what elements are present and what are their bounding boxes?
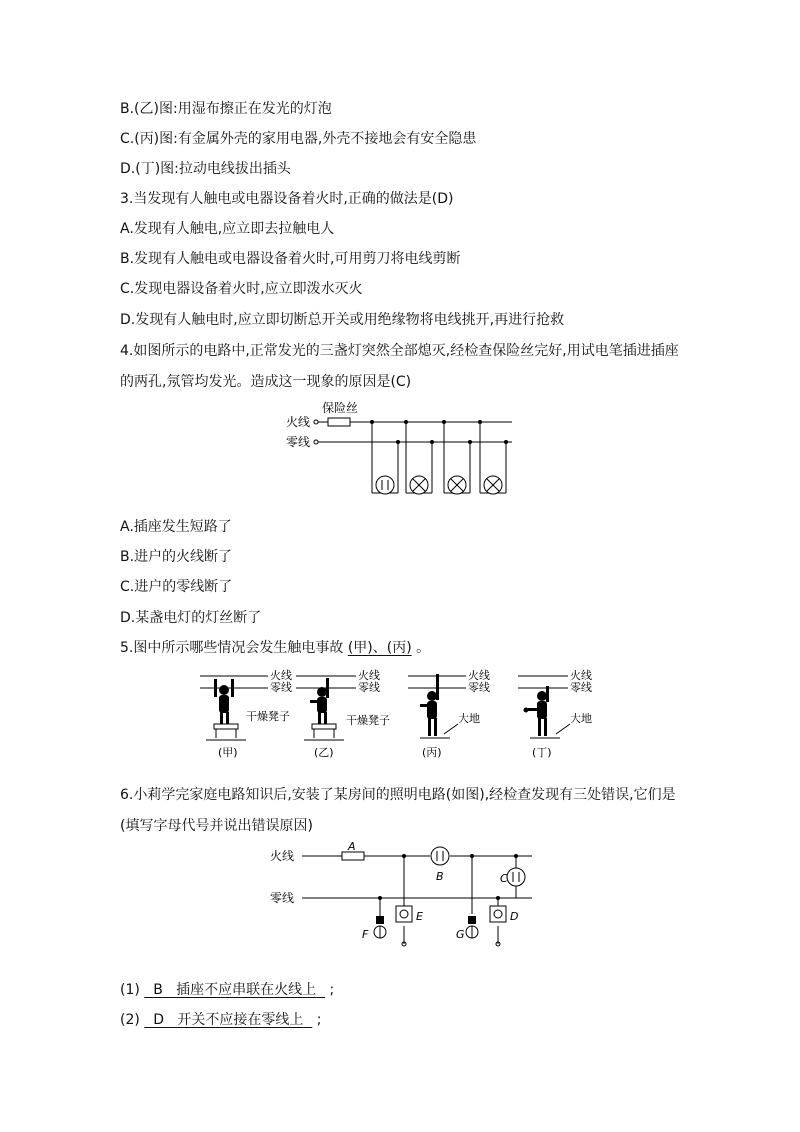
- q5-answer: (甲)、(丙): [347, 640, 412, 656]
- bulb-f-icon: [374, 916, 386, 938]
- option-b-line: B.(乙)图:用湿布擦正在发光的灯泡: [120, 101, 332, 117]
- fig5-neutral-d: 零线: [570, 681, 592, 694]
- fig5-live-b: 火线: [358, 669, 380, 682]
- answer-1-fill: [144, 982, 325, 998]
- fig6-label-e: E: [416, 910, 423, 923]
- q4-option-c: C.进户的零线断了: [120, 579, 233, 595]
- switch-e-icon: [396, 906, 412, 922]
- answer-1-num: (1): [120, 982, 140, 998]
- fig5-neutral-a: 零线: [270, 681, 292, 694]
- answer-1-letter: B: [153, 982, 163, 998]
- fig5-stool-b: 干燥凳子: [346, 714, 390, 727]
- fig5-live-d: 火线: [570, 669, 592, 682]
- fig6-live-label: 火线: [270, 849, 295, 863]
- fig5-live-c: 火线: [468, 669, 490, 682]
- socket-b-icon: [431, 847, 449, 865]
- fig5-stool-a: 干燥凳子: [246, 710, 290, 723]
- answer-1: [120, 981, 334, 999]
- person-icon: [528, 686, 549, 736]
- fig5-ground-c: 大地: [458, 712, 480, 725]
- fig4-fuse-label: 保险丝: [322, 401, 359, 415]
- answer-1-end: ;: [329, 982, 335, 998]
- q6-lighting-circuit: [270, 840, 540, 955]
- fig5-caption-3: (丙): [422, 746, 442, 759]
- fig5-neutral-b: 零线: [358, 681, 380, 694]
- q4-circuit-diagram: [282, 398, 522, 502]
- answer-2: [120, 1011, 321, 1029]
- question-4-line2: 的两孔,氖管均发光。造成这一现象的原因是(C): [120, 374, 412, 390]
- fig4-live-label: 火线: [286, 415, 311, 429]
- answer-2-letter: D: [153, 1012, 164, 1028]
- q5-suffix: 。: [416, 640, 431, 656]
- q5-prefix: 5.图中所示哪些情况会发生触电事故: [120, 640, 344, 656]
- fig5-neutral-c: 零线: [468, 681, 490, 694]
- fig6-label-g: G: [456, 928, 465, 941]
- answer-2-num: (2): [120, 1012, 140, 1028]
- fig6-label-b: B: [436, 870, 444, 883]
- stool-icon: [312, 724, 336, 729]
- fuse-a-symbol: [342, 852, 364, 860]
- question-3: 3.当发现有人触电或电器设备着火时,正确的做法是(D): [120, 191, 454, 207]
- answer-1-text: 插座不应串联在火线上: [176, 982, 317, 998]
- option-c-line: C.(丙)图:有金属外壳的家用电器,外壳不接地会有安全隐患: [120, 131, 477, 147]
- answer-2-fill: [144, 1012, 312, 1028]
- q3-option-a: A.发现有人触电,应立即去拉触电人: [120, 221, 335, 237]
- fig6-neutral-label: 零线: [270, 891, 295, 905]
- fig5-caption-1: (甲): [218, 746, 238, 759]
- person-icon: [310, 678, 329, 724]
- question-6-line1: 6.小莉学完家庭电路知识后,安装了某房间的照明电路(如图),经检查发现有三处错误,它们是: [120, 787, 676, 803]
- fig6-label-d: D: [510, 910, 519, 923]
- person-icon: [420, 674, 439, 736]
- fig5-live-a: 火线: [270, 669, 292, 682]
- q4-option-b: B.进户的火线断了: [120, 549, 233, 565]
- q5-shock-scenarios: [196, 662, 616, 762]
- fig6-label-a: A: [348, 840, 356, 853]
- switch-d-icon: [490, 906, 506, 922]
- fig5-caption-2: (乙): [314, 746, 334, 759]
- q3-option-c: C.发现电器设备着火时,应立即泼水灭火: [120, 281, 363, 297]
- q3-option-d: D.发现有人触电时,应立即切断总开关或用绝缘物将电线挑开,再进行抢救: [120, 312, 565, 328]
- question-4-line1: 4.如图所示的电路中,正常发光的三盏灯突然全部熄灭,经检查保险丝完好,用试电笔插进插座: [120, 343, 679, 359]
- fuse-symbol: [328, 418, 350, 426]
- fig6-label-c: C: [500, 872, 508, 885]
- answer-2-end: ;: [316, 1012, 322, 1028]
- question-5: [120, 639, 430, 657]
- lamp-icon: [448, 476, 466, 494]
- answer-2-text: 开关不应接在零线上: [177, 1012, 304, 1028]
- socket-c-icon: [507, 868, 525, 886]
- stool-icon: [214, 724, 238, 729]
- lamp-icon: [484, 476, 502, 494]
- option-d-line: D.(丁)图:拉动电线拔出插头: [120, 161, 291, 177]
- socket-symbol: [376, 476, 394, 494]
- lamp-icon: [410, 476, 428, 494]
- q4-option-a: A.插座发生短路了: [120, 519, 232, 535]
- fig5-ground-d: 大地: [570, 712, 592, 725]
- bulb-g-icon: [466, 916, 478, 938]
- fig5-caption-4: (丁): [532, 746, 552, 759]
- fig4-neutral-label: 零线: [286, 435, 311, 449]
- fig6-label-f: F: [362, 928, 369, 941]
- q4-option-d: D.某盏电灯的灯丝断了: [120, 610, 262, 626]
- person-icon: [214, 679, 234, 724]
- question-6-line2: (填写字母代号并说出错误原因): [120, 818, 313, 834]
- q3-option-b: B.发现有人触电或电器设备着火时,可用剪刀将电线剪断: [120, 251, 461, 267]
